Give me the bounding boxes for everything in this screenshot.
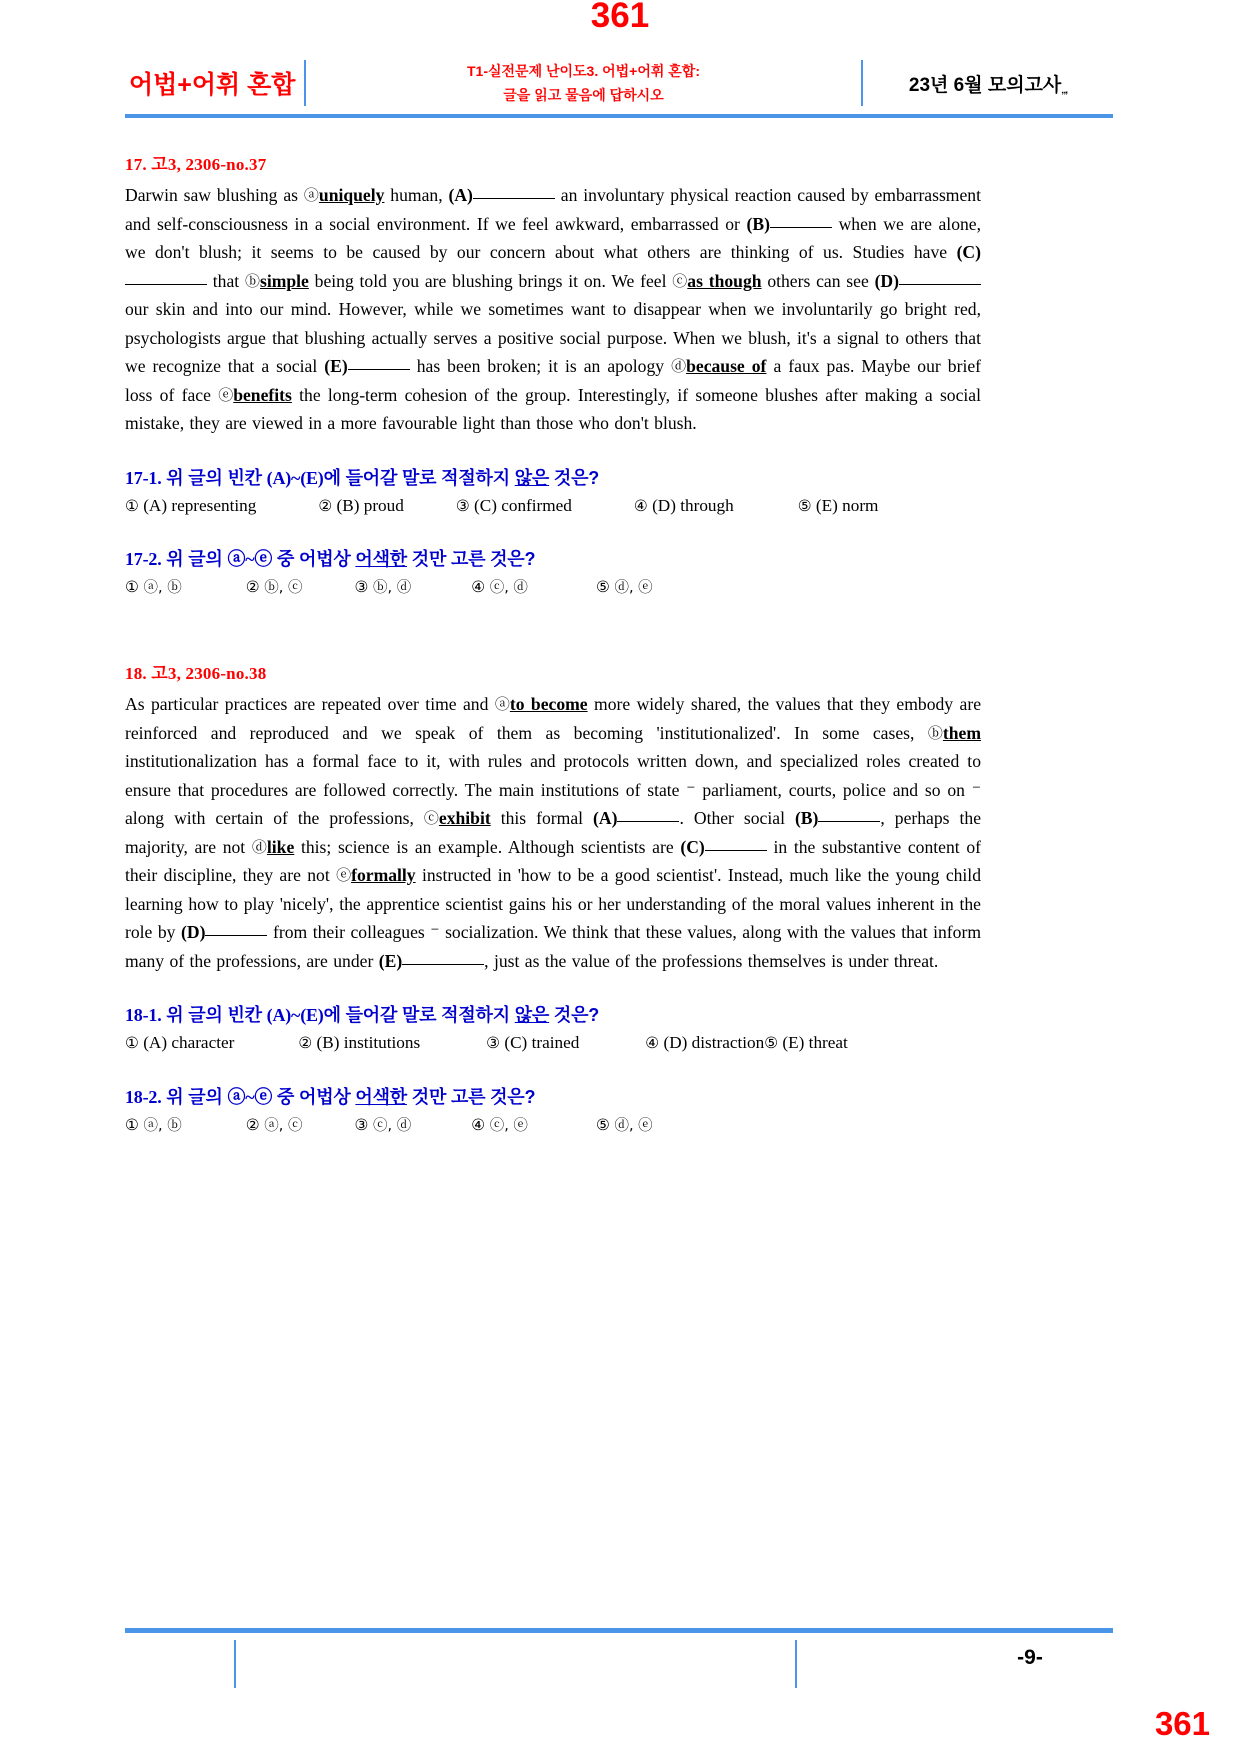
choice-text: (B) proud bbox=[332, 495, 404, 515]
page-content bbox=[125, 150, 981, 1139]
answer-blank bbox=[348, 354, 410, 370]
question-text: 에 들어갈 말로 적절하지 bbox=[323, 467, 515, 488]
choice-option[interactable] bbox=[246, 577, 303, 596]
choice-option[interactable] bbox=[471, 1115, 528, 1134]
marker-circled-letter: ⓓ bbox=[251, 837, 267, 856]
footer-page-number: -9- bbox=[1017, 1646, 1043, 1669]
choice-text: (A) character bbox=[138, 1033, 235, 1053]
question-range: ⓐ~ⓔ bbox=[227, 1087, 273, 1108]
header-category-title: 어법+어휘 혼합 bbox=[129, 71, 296, 99]
spacer bbox=[125, 1057, 981, 1083]
question-emphasis: 않은 bbox=[514, 467, 550, 488]
question-17-2-choices bbox=[125, 573, 981, 601]
question-range: (A)~(E) bbox=[266, 467, 324, 488]
choice-number: ② bbox=[298, 1034, 313, 1053]
header-exam-label: 23년 6월 모의고사 bbox=[908, 74, 1062, 96]
choice-number: ④ bbox=[645, 1034, 660, 1053]
choice-number: ④ bbox=[471, 578, 486, 597]
choice-number: ① bbox=[125, 578, 139, 597]
choice-option[interactable] bbox=[354, 1115, 411, 1134]
choice-option[interactable] bbox=[471, 577, 528, 596]
question-emphasis: 어색한 bbox=[355, 549, 407, 570]
marker-circled-letter: ⓒ bbox=[672, 271, 688, 290]
choice-text: ⓐ, ⓒ bbox=[259, 1118, 303, 1135]
question-18-2-prompt bbox=[125, 1083, 981, 1109]
marker-circled-letter: ⓓ bbox=[671, 357, 687, 375]
choice-text: (E) threat bbox=[778, 1033, 848, 1053]
blank-label: (D) bbox=[874, 270, 899, 291]
choice-option[interactable] bbox=[596, 577, 653, 596]
underlined-phrase: like bbox=[266, 836, 295, 857]
spacer bbox=[125, 519, 981, 545]
choice-text: (B) institutions bbox=[312, 1033, 421, 1053]
choice-number: ⑤ bbox=[764, 1034, 779, 1053]
marker-circled-letter: ⓒ bbox=[423, 809, 439, 828]
question-text: 것만 고른 것은? bbox=[406, 549, 536, 570]
footer-divider-left bbox=[234, 1640, 236, 1688]
header-exam-suffix: „, bbox=[1061, 84, 1068, 96]
underlined-phrase: to become bbox=[509, 694, 588, 715]
page-header bbox=[125, 54, 1113, 112]
choice-option[interactable] bbox=[318, 496, 404, 515]
question-text: 위 글의 빈칸 bbox=[161, 467, 267, 488]
answer-blank bbox=[818, 806, 880, 822]
choice-number: ③ bbox=[486, 1034, 501, 1053]
choice-option[interactable] bbox=[634, 496, 734, 515]
choice-text: ⓐ, ⓑ bbox=[138, 1118, 182, 1135]
choice-number: ⑤ bbox=[595, 1116, 610, 1135]
marker-circled-letter: ⓔ bbox=[218, 385, 234, 404]
choice-option[interactable] bbox=[354, 577, 411, 596]
question-label: 17-2. bbox=[125, 549, 162, 570]
exam-item-18 bbox=[125, 659, 981, 1139]
page-number-top: 361 bbox=[590, 0, 650, 35]
answer-blank bbox=[899, 269, 981, 285]
question-18-1-prompt bbox=[125, 1001, 981, 1027]
answer-blank bbox=[125, 269, 207, 285]
marker-circled-letter: ⓔ bbox=[336, 866, 352, 885]
question-label: 18-2. bbox=[125, 1087, 162, 1108]
question-18-1-choices bbox=[125, 1029, 981, 1057]
choice-option[interactable] bbox=[125, 496, 256, 515]
question-range: ⓐ~ⓔ bbox=[227, 549, 273, 570]
blank-label: (A) bbox=[448, 185, 473, 205]
answer-blank bbox=[770, 212, 832, 228]
choice-number: ③ bbox=[354, 578, 369, 597]
blank-label: (E) bbox=[378, 950, 403, 971]
footer-rule bbox=[125, 1628, 1113, 1633]
choice-text: (D) through bbox=[647, 495, 734, 515]
marker-circled-letter: ⓐ bbox=[303, 186, 319, 204]
choice-option[interactable] bbox=[798, 496, 879, 515]
choice-text: ⓒ, ⓓ bbox=[368, 1118, 412, 1135]
answer-blank bbox=[617, 806, 679, 822]
question-text: 것만 고른 것은? bbox=[406, 1087, 536, 1108]
question-17-2-prompt bbox=[125, 545, 981, 571]
choice-number: ① bbox=[125, 1116, 139, 1135]
answer-blank bbox=[705, 835, 767, 851]
question-text: 위 글의 bbox=[161, 1087, 228, 1108]
choice-option[interactable] bbox=[125, 577, 182, 596]
choice-text: ⓐ, ⓑ bbox=[138, 580, 182, 597]
choice-number: ⑤ bbox=[595, 578, 610, 597]
choice-number: ② bbox=[318, 496, 333, 515]
blank-label: (E) bbox=[324, 356, 348, 376]
header-exam-title bbox=[863, 70, 1113, 97]
choice-number: ③ bbox=[455, 496, 470, 515]
footer-divider-right bbox=[795, 1640, 797, 1688]
answer-blank bbox=[205, 920, 267, 936]
blank-label: (B) bbox=[746, 213, 770, 234]
question-17-1-prompt bbox=[125, 464, 981, 490]
marker-circled-letter: ⓑ bbox=[927, 723, 943, 742]
choice-text: ⓓ, ⓔ bbox=[609, 1118, 653, 1135]
choice-number: ① bbox=[125, 496, 139, 515]
choice-option[interactable] bbox=[486, 1033, 579, 1052]
spacer bbox=[125, 601, 981, 659]
underlined-phrase: exhibit bbox=[438, 808, 491, 829]
item-18-heading-text: 18. 고3, 2306-no.38 bbox=[125, 664, 267, 684]
underlined-phrase: benefits bbox=[233, 384, 292, 405]
question-label: 18-1. bbox=[125, 1005, 162, 1026]
underlined-phrase: because of bbox=[686, 356, 767, 376]
choice-text: ⓑ, ⓒ bbox=[259, 580, 303, 597]
underlined-phrase: formally bbox=[351, 865, 416, 886]
question-text: 중 어법상 bbox=[272, 1087, 356, 1108]
marker-circled-letter: ⓐ bbox=[494, 695, 510, 714]
choice-text: ⓓ, ⓔ bbox=[609, 580, 653, 597]
question-text: 것은? bbox=[549, 1005, 600, 1026]
question-text: 것은? bbox=[549, 467, 600, 488]
marker-circled-letter: ⓑ bbox=[244, 271, 260, 290]
choice-text: ⓒ, ⓓ bbox=[485, 580, 528, 597]
question-emphasis: 않은 bbox=[514, 1005, 550, 1026]
choice-text: (D) distraction bbox=[659, 1033, 765, 1053]
choice-text: (E) norm bbox=[811, 495, 879, 515]
header-rule bbox=[125, 114, 1113, 118]
question-range: (A)~(E) bbox=[266, 1005, 324, 1026]
underlined-phrase: as though bbox=[687, 270, 762, 291]
item-18-heading bbox=[125, 659, 981, 684]
choice-option[interactable] bbox=[456, 496, 572, 515]
question-text: 위 글의 빈칸 bbox=[161, 1005, 267, 1026]
blank-label: (B) bbox=[794, 808, 819, 829]
choice-option[interactable] bbox=[764, 1033, 848, 1052]
question-text: 에 들어갈 말로 적절하지 bbox=[323, 1005, 515, 1026]
choice-number: ② bbox=[245, 578, 260, 597]
spacer bbox=[125, 975, 981, 1001]
underlined-phrase: simple bbox=[259, 270, 309, 291]
choice-number: ③ bbox=[354, 1116, 369, 1135]
item-18-passage: As particular practices are repeated over time and ⓐto become more widely shared, the values that they embody are reinforced and reproduced and we speak of them as becoming 'institutionalized'. In some cases, ⓑthem institutionalization has a formal face to it, with rules and protocols written down, and specialized roles created to ensure that procedures are followed correctly. The main institutions of state ⁻ parliament, courts, police and so on ⁻ along with certain of the professions, ⓒexhibit this formal (A) . Other social (B) , perhaps the majority, are not ⓓlike this; science is an example. Although scientists are (C) in the substantive content of their discipline, they are not ⓔformally instructed in 'how to be a good scientist'. Instead, much like the young child learning how to play 'nicely', the apprentice scientist gains his or her understanding of the moral values inherent in the role by (D) from their colleagues ⁻ socialization. We think that these values, along with the values that inform many of the professions, are under (E) , just as the value of the professions themselves is under threat. bbox=[125, 694, 982, 971]
item-17-heading bbox=[125, 150, 981, 175]
question-17-1-choices bbox=[125, 492, 981, 520]
choice-option[interactable] bbox=[125, 1033, 234, 1052]
question-18-2-choices bbox=[125, 1111, 981, 1139]
choice-text: (C) trained bbox=[500, 1033, 580, 1053]
choice-option[interactable] bbox=[596, 1115, 653, 1134]
question-emphasis: 어색한 bbox=[355, 1087, 407, 1108]
choice-text: (C) confirmed bbox=[469, 495, 572, 515]
choice-text: (A) representing bbox=[138, 495, 257, 515]
blank-label: (D) bbox=[181, 922, 206, 943]
choice-option[interactable] bbox=[645, 1033, 764, 1052]
item-17-heading-text: 17. 고3, 2306-no.37 bbox=[125, 155, 267, 174]
blank-label: (C) bbox=[680, 836, 705, 857]
blank-label: (A) bbox=[593, 808, 618, 829]
question-text: 중 어법상 bbox=[272, 549, 356, 570]
blank-label: (C) bbox=[956, 242, 981, 262]
header-subject-title bbox=[306, 59, 861, 108]
choice-number: ④ bbox=[471, 1116, 486, 1135]
choice-text: ⓑ, ⓓ bbox=[368, 580, 412, 597]
answer-blank bbox=[473, 183, 555, 199]
question-text: 위 글의 bbox=[161, 549, 228, 570]
item-17-passage: Darwin saw blushing as ⓐuniquely human, (A) an involuntary physical reaction caused by embarrassment and self-consciousness in a social environment. If we feel awkward, embarrassed or (B) when we are alone, we don't blush; it seems to be caused by our concern about what others are thinking of us. Studies have (C) that ⓑsimple being told you are blushing brings it on. We feel ⓒas though others can see (D) our skin and into our mind. However, while we sometimes want to disappear when we involuntarily go bright red, psychologists argue that blushing actually serves a positive social purpose. When we blush, it's a signal to others that we recognize that a social (E) has been broken; it is an apology ⓓbecause of a faux pas. Maybe our brief loss of face ⓔbenefits the long-term cohesion of the group. Interestingly, if someone blushes after making a social mistake, they are viewed in a more favourable light than those who don't blush. bbox=[125, 185, 982, 433]
choice-number: ② bbox=[245, 1116, 260, 1135]
exam-item-17 bbox=[125, 150, 981, 601]
header-subject-line2: 글을 읽고 물음에 답하시오 bbox=[503, 87, 664, 103]
choice-option[interactable] bbox=[246, 1115, 303, 1134]
choice-number: ⑤ bbox=[797, 496, 812, 515]
underlined-phrase: them bbox=[942, 722, 981, 743]
question-label: 17-1. bbox=[125, 467, 162, 488]
choice-option[interactable] bbox=[125, 1115, 182, 1134]
choice-text: ⓒ, ⓔ bbox=[485, 1118, 528, 1135]
underlined-phrase: uniquely bbox=[318, 185, 385, 205]
choice-number: ① bbox=[125, 1034, 139, 1053]
page-number-bottom: 361 bbox=[1154, 1705, 1210, 1742]
spacer bbox=[125, 438, 981, 464]
choice-number: ④ bbox=[633, 496, 648, 515]
choice-option[interactable] bbox=[298, 1033, 420, 1052]
answer-blank bbox=[402, 949, 484, 965]
header-subject-line1: T1-실전문제 난이도3. 어법+어휘 혼합: bbox=[467, 62, 700, 79]
